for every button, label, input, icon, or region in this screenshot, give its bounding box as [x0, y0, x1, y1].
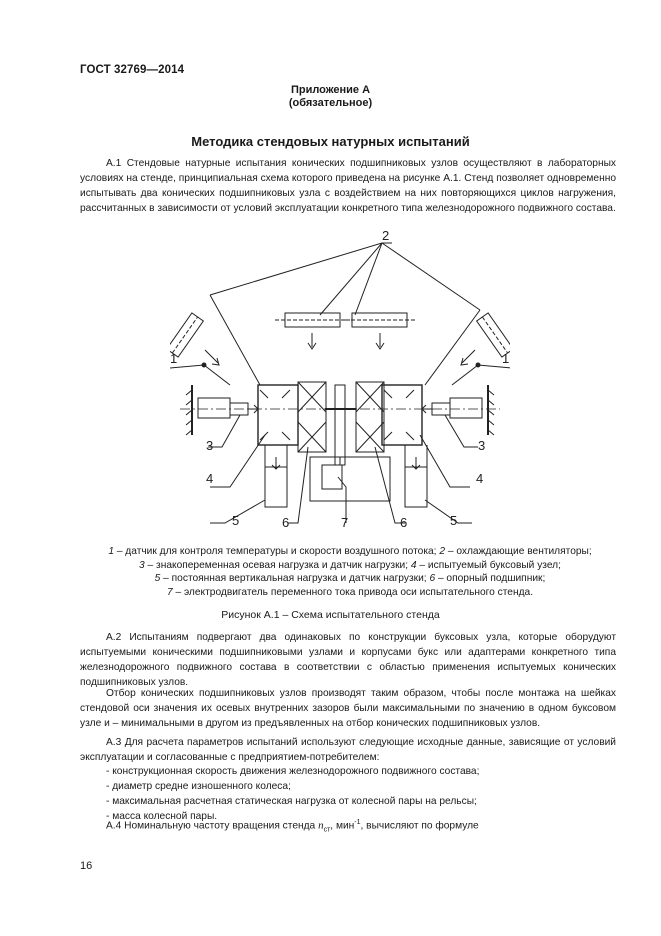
vertical-load-right: [405, 467, 427, 507]
label-1-right: 1: [502, 351, 510, 366]
list-item: - конструкционная скорость движения железнодорожного подвижного состава;: [106, 766, 480, 777]
paragraph-a4: [106, 816, 479, 838]
paragraph-a3: А.3 Для расчета параметров испытаний используют следующие исходные данные, зависящие от условий эксплуатации и согласованные с предприятием-потребителем:: [80, 737, 616, 763]
section-title: Методика стендовых натурных испытаний: [191, 134, 470, 149]
a4-unit-exp: -1: [354, 819, 361, 826]
appendix-title: Приложение А: [290, 84, 371, 96]
list-item: - диаметр средне изношенного колеса;: [106, 780, 291, 792]
label-3-right: 3: [478, 438, 486, 453]
appendix-status: (обязательное): [288, 97, 373, 109]
label-4-right: 4: [476, 471, 484, 486]
legend-num: 4: [410, 559, 417, 571]
label-7: 7: [341, 515, 349, 530]
a4-unit: , мин: [330, 820, 355, 832]
legend-num: 1: [108, 546, 114, 557]
legend-num: 3: [139, 559, 145, 571]
list-item: - максимальная расчетная статическая нагрузка от колесной пары на рельсы;: [106, 795, 477, 807]
a4-suffix: , вычисляют по формуле: [360, 820, 479, 832]
document-header: ГОСТ 32769—2014: [80, 64, 185, 76]
legend-text: – датчик для контроля температуры и скорости воздушного потока;: [113, 546, 440, 557]
leader-line: [382, 243, 480, 310]
figure-caption: Рисунок А.1 – Схема испытательного стенда: [221, 609, 440, 621]
paragraph-a2: А.2 Испытаниям подвергают два одинаковых по конструкции буксовых узла, которые оборудуют испытуемыми коническими подшипниковыми узлами и корпусами букс или адаптерами конкретного типа железнодорожного подвижного состава в соответствии с областью применения испытуемых конических подшипниковых узлов.: [80, 632, 616, 688]
leader-line: [425, 310, 480, 385]
paragraph-selection: Отбор конических подшипниковых узлов производят таким образом, чтобы после монтажа на шейках стендовой оси значения их осевых внутренних зазоров были максимальными по значению в одном буксовом узле и – минимальными в другом из предъявленных на отбор конических подшипниковых узлов.: [80, 688, 616, 729]
legend-text: – опорный подшипник;: [435, 573, 546, 585]
legend-text: – знакопеременная осевая нагрузка и датчик нагрузки;: [144, 559, 411, 571]
legend-num: 2: [439, 546, 446, 557]
label-6-right: 6: [400, 515, 408, 530]
page-number: 16: [80, 860, 93, 872]
legend-text: – постоянная вертикальная нагрузка и датчик нагрузки;: [160, 573, 430, 585]
a4-prefix: А.4 Номинальную частоту вращения стенда: [106, 820, 319, 832]
label-6-left: 6: [282, 515, 290, 530]
leader-line: [210, 243, 382, 295]
label-5-right: 5: [450, 513, 458, 528]
label-2: 2: [382, 228, 390, 243]
list-item: - масса колесной пары.: [106, 810, 218, 822]
vertical-load-left: [265, 467, 287, 507]
label-3-left: 3: [206, 438, 214, 453]
leader-line: [210, 295, 260, 385]
legend-text: – охлаждающие вентиляторы;: [445, 546, 592, 557]
label-1-left: 1: [170, 351, 178, 366]
figure-legend: [70, 545, 630, 600]
legend-text: – электродвигатель переменного тока привода оси испытательного стенда.: [172, 587, 534, 599]
label-4-left: 4: [206, 471, 214, 486]
leader-line: [355, 243, 382, 315]
legend-text: – испытуемый буксовый узел;: [416, 559, 561, 571]
legend-num: 5: [154, 573, 161, 585]
legend-num: 7: [166, 587, 173, 599]
paragraph-a1: А.1 Стендовые натурные испытания конических подшипниковых узлов осуществляют в лабораторных условиях на стенде, принципиальная схема которого приведена на рисунке А.1. Стенд позволяет одновременно испытывать два конических подшипниковых узла с воздействием на них повторяющихся циклов нагружения, рассчитанных в зависимости от условий эксплуатации конкретного типа железнодорожного подвижного состава.: [80, 158, 616, 214]
test-stand-diagram: [170, 225, 510, 535]
a4-subscript: ст: [323, 826, 331, 834]
label-5-left: 5: [232, 513, 240, 528]
a4-symbol: n: [318, 819, 324, 832]
leader-line: [320, 243, 382, 315]
legend-num: 6: [429, 573, 436, 585]
